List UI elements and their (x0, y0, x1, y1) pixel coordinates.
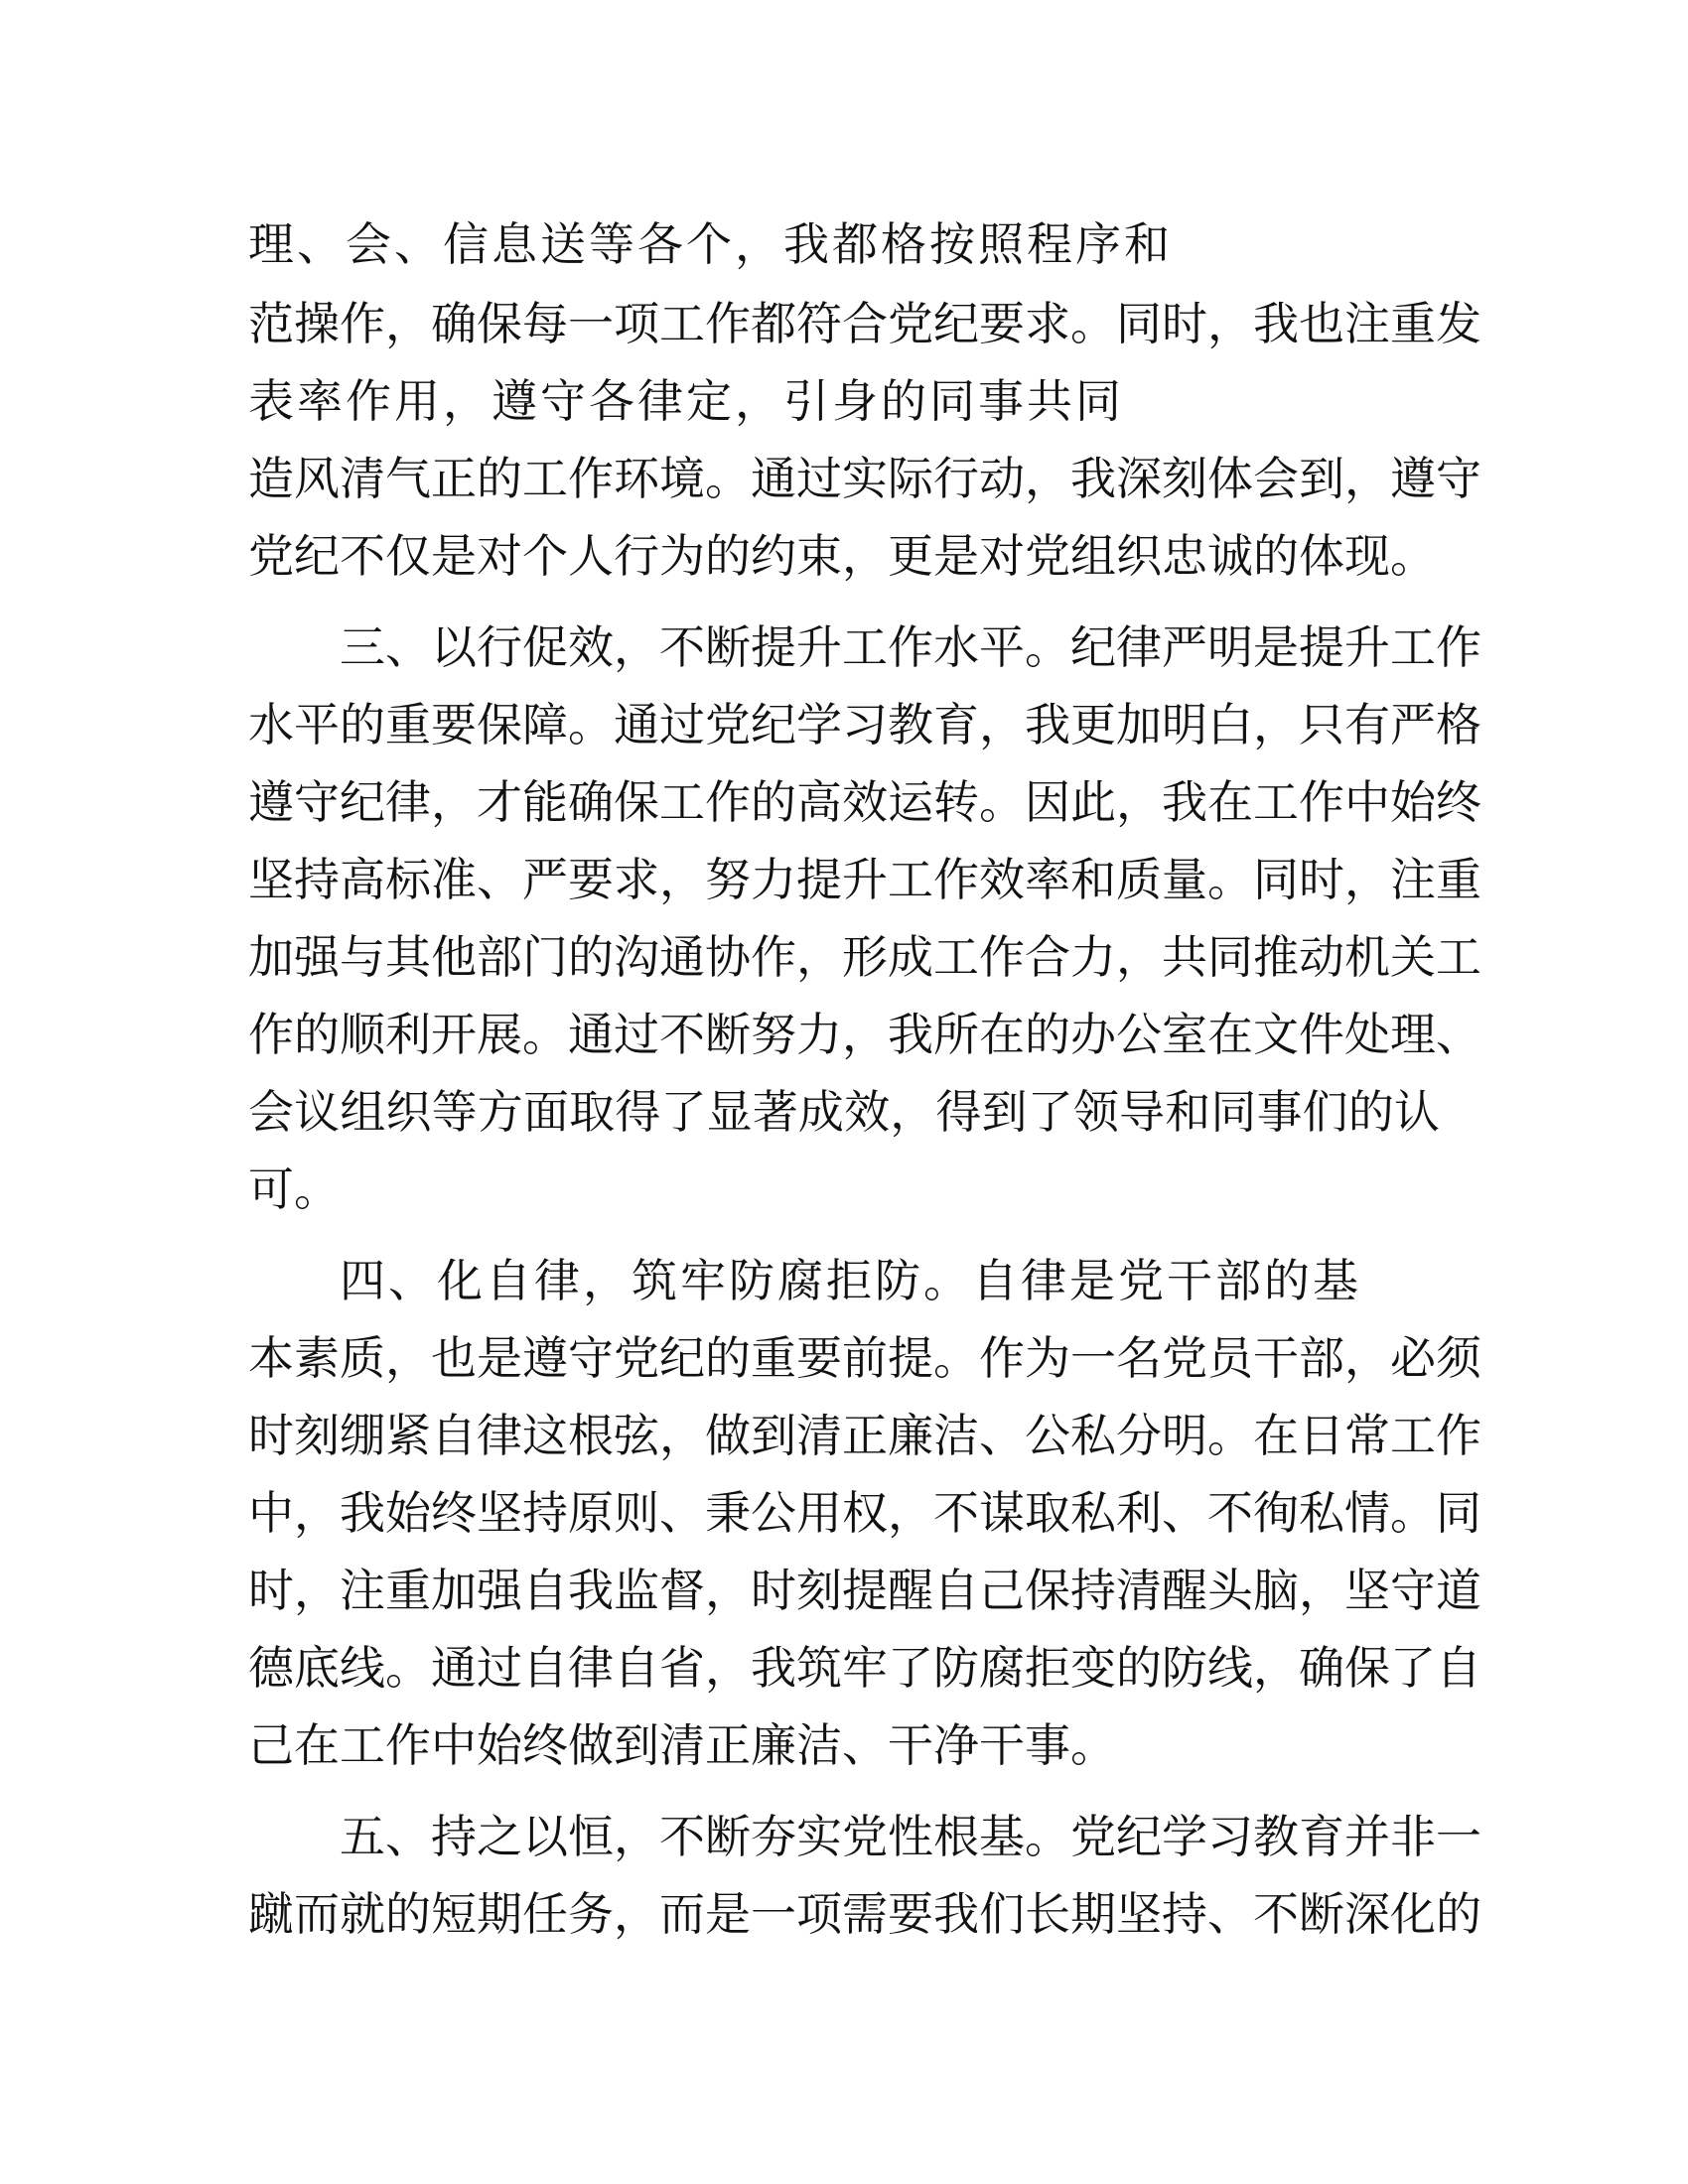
text-line-20: 己在工作中始终做到清正廉洁、干净干事。 (248, 1718, 1116, 1772)
text-line-18: 时，注重加强自我监督，时刻提醒自己保持清醒头脑，坚守道 (248, 1564, 1481, 1617)
text-line-2: 范操作，确保每一项工作都符合党纪要求。同时，我也注重发 (248, 297, 1481, 350)
text-line-13: 可。 (248, 1162, 340, 1216)
text-line-7: 水平的重要保障。通过党纪学习教育，我更加明白，只有严格 (248, 698, 1481, 751)
text-line-16: 时刻绷紧自律这根弦，做到清正廉洁、公私分明。在日常工作 (248, 1409, 1481, 1462)
text-line-8: 遵守纪律，才能确保工作的高效运转。因此，我在工作中始终 (248, 775, 1481, 829)
text-line-15: 本素质，也是遵守党纪的重要前提。作为一名党员干部，必须 (248, 1331, 1481, 1385)
text-line-19: 德底线。通过自律自省，我筑牢了防腐拒变的防线，确保了自 (248, 1641, 1481, 1695)
text-line-17: 中，我始终坚持原则、秉公用权，不谋取私利、不徇私情。同 (248, 1486, 1481, 1540)
text-line-4: 造风清气正的工作环境。通过实际行动，我深刻体会到，遵守 (248, 452, 1481, 505)
text-line-9: 坚持高标准、严要求，努力提升工作效率和质量。同时，注重 (248, 853, 1481, 906)
paragraph-five-heading-line: 五、持之以恒，不断夯实党性根基。党纪学习教育并非一 (340, 1810, 1481, 1863)
paragraph-four-heading-line: 四、化自律，筑牢防腐拒防。自律是党干部的基 (340, 1254, 1361, 1307)
text-line-12: 会议组织等方面取得了显著成效，得到了领导和同事们的认 (248, 1085, 1440, 1139)
text-line-3: 表率作用，遵守各律定，引身的同事共同 (248, 374, 1124, 428)
paragraph-three-heading-line: 三、以行促效，不断提升工作水平。纪律严明是提升工作 (340, 620, 1481, 674)
text-line-22: 蹴而就的短期任务，而是一项需要我们长期坚持、不断深化的 (248, 1887, 1481, 1941)
text-line-10: 加强与其他部门的沟通协作，形成工作合力，共同推动机关工 (248, 930, 1481, 984)
text-line-11: 作的顺利开展。通过不断努力，我所在的办公室在文件处理、 (248, 1008, 1481, 1061)
text-line-1: 理、会、信息送等各个，我都格按照程序和 (248, 217, 1173, 271)
text-line-5: 党纪不仅是对个人行为的约束，更是对党组织忠诚的体现。 (248, 529, 1436, 583)
